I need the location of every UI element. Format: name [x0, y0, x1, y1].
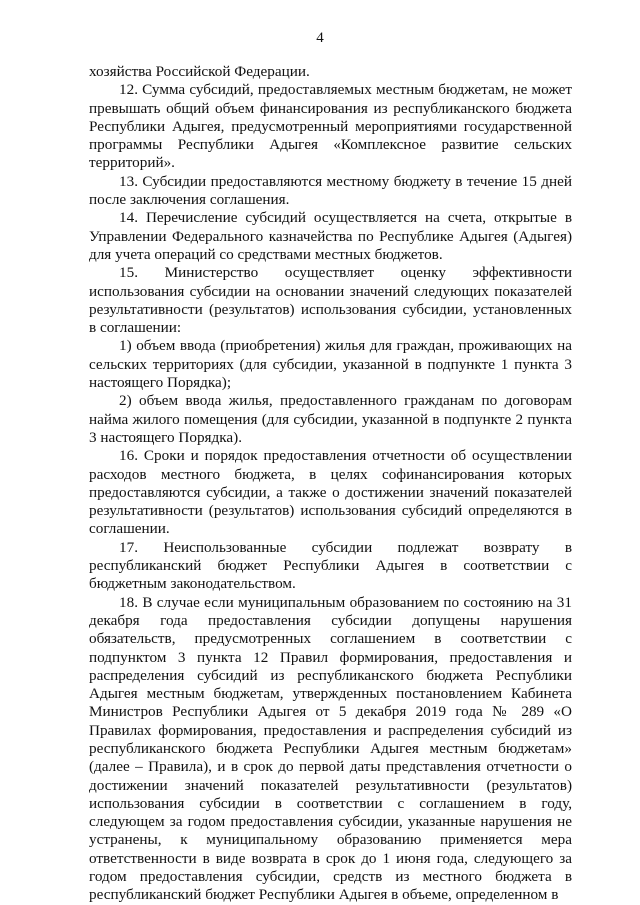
- paragraph-18: 18. В случае если муниципальным образованием по состоянию на 31 декабря года предоставления субсидии допущены нарушения обязательств, предусмотренных соглашением в соответствии с подпунктом 3 пункта 12 Правил формирования, предоставления и распределения субсидий из республиканского бюджета Республики Адыгея местным бюджетам, утвержденных постановлением Кабинета Министров Республики Адыгея от 5 декабря 2019 года № 289 «О Правилах формирования, предоставления и распределения субсидий из республиканского бюджета Республики Адыгея местным бюджетам» (далее – Правила), и в срок до первой даты представления отчетности о достижении значений показателей результативности (результатов) использования субсидии в соответствии с соглашением в году, следующем за годом предоставления субсидии, указанные нарушения не устранены, к муниципальному образованию применяется мера ответственности в виде возврата в срок до 1 июня года, следующего за годом предоставления субсидии, средств из местного бюджета в республиканский бюджет Республики Адыгея в объеме, определенном в: [89, 593, 572, 904]
- paragraph-12: 12. Сумма субсидий, предоставляемых местным бюджетам, не может превышать общий объем финансирования из республиканского бюджета Республики Адыгея, предусмотренный мероприятиями государственной программы Республики Адыгея «Комплексное развитие сельских территорий».: [89, 81, 572, 172]
- paragraph-13: 13. Субсидии предоставляются местному бюджету в течение 15 дней после заключения соглашения.: [89, 172, 572, 209]
- paragraph-15-item-1: 1) объем ввода (приобретения) жилья для граждан, проживающих на сельских территориях (для субсидии, указанной в подпункте 1 пункта 3 настоящего Порядка);: [89, 337, 572, 392]
- paragraph-15-item-2: 2) объем ввода жилья, предоставленного гражданам по договорам найма жилого помещения (для субсидии, указанной в подпункте 2 пункта 3 настоящего Порядка).: [89, 392, 572, 446]
- document-body: [89, 63, 572, 905]
- paragraph-15: 15. Министерство осуществляет оценку эффективности использования субсидии на основании значений следующих показателей результативности (результатов) использования субсидии, установленных в соглашении:: [89, 264, 572, 337]
- page-number: 4: [316, 30, 324, 46]
- paragraph-14: 14. Перечисление субсидий осуществляется на счета, открытые в Управлении Федерального казначейства по Республике Адыгея (Адыгея) для учета операций со средствами местных бюджетов.: [89, 209, 572, 263]
- paragraph-16: 16. Сроки и порядок предоставления отчетности об осуществлении расходов местного бюджета, в целях софинансирования которых предоставляются субсидии, а также о достижении значений показателей результативности (результатов) использования субсидий определяются в соглашении.: [89, 447, 572, 538]
- paragraph-17: 17. Неиспользованные субсидии подлежат возврату в республиканский бюджет Республики Адыгея в соответствии с бюджетным законодательством.: [89, 538, 572, 593]
- paragraph-continuation: хозяйства Российской Федерации.: [89, 63, 310, 80]
